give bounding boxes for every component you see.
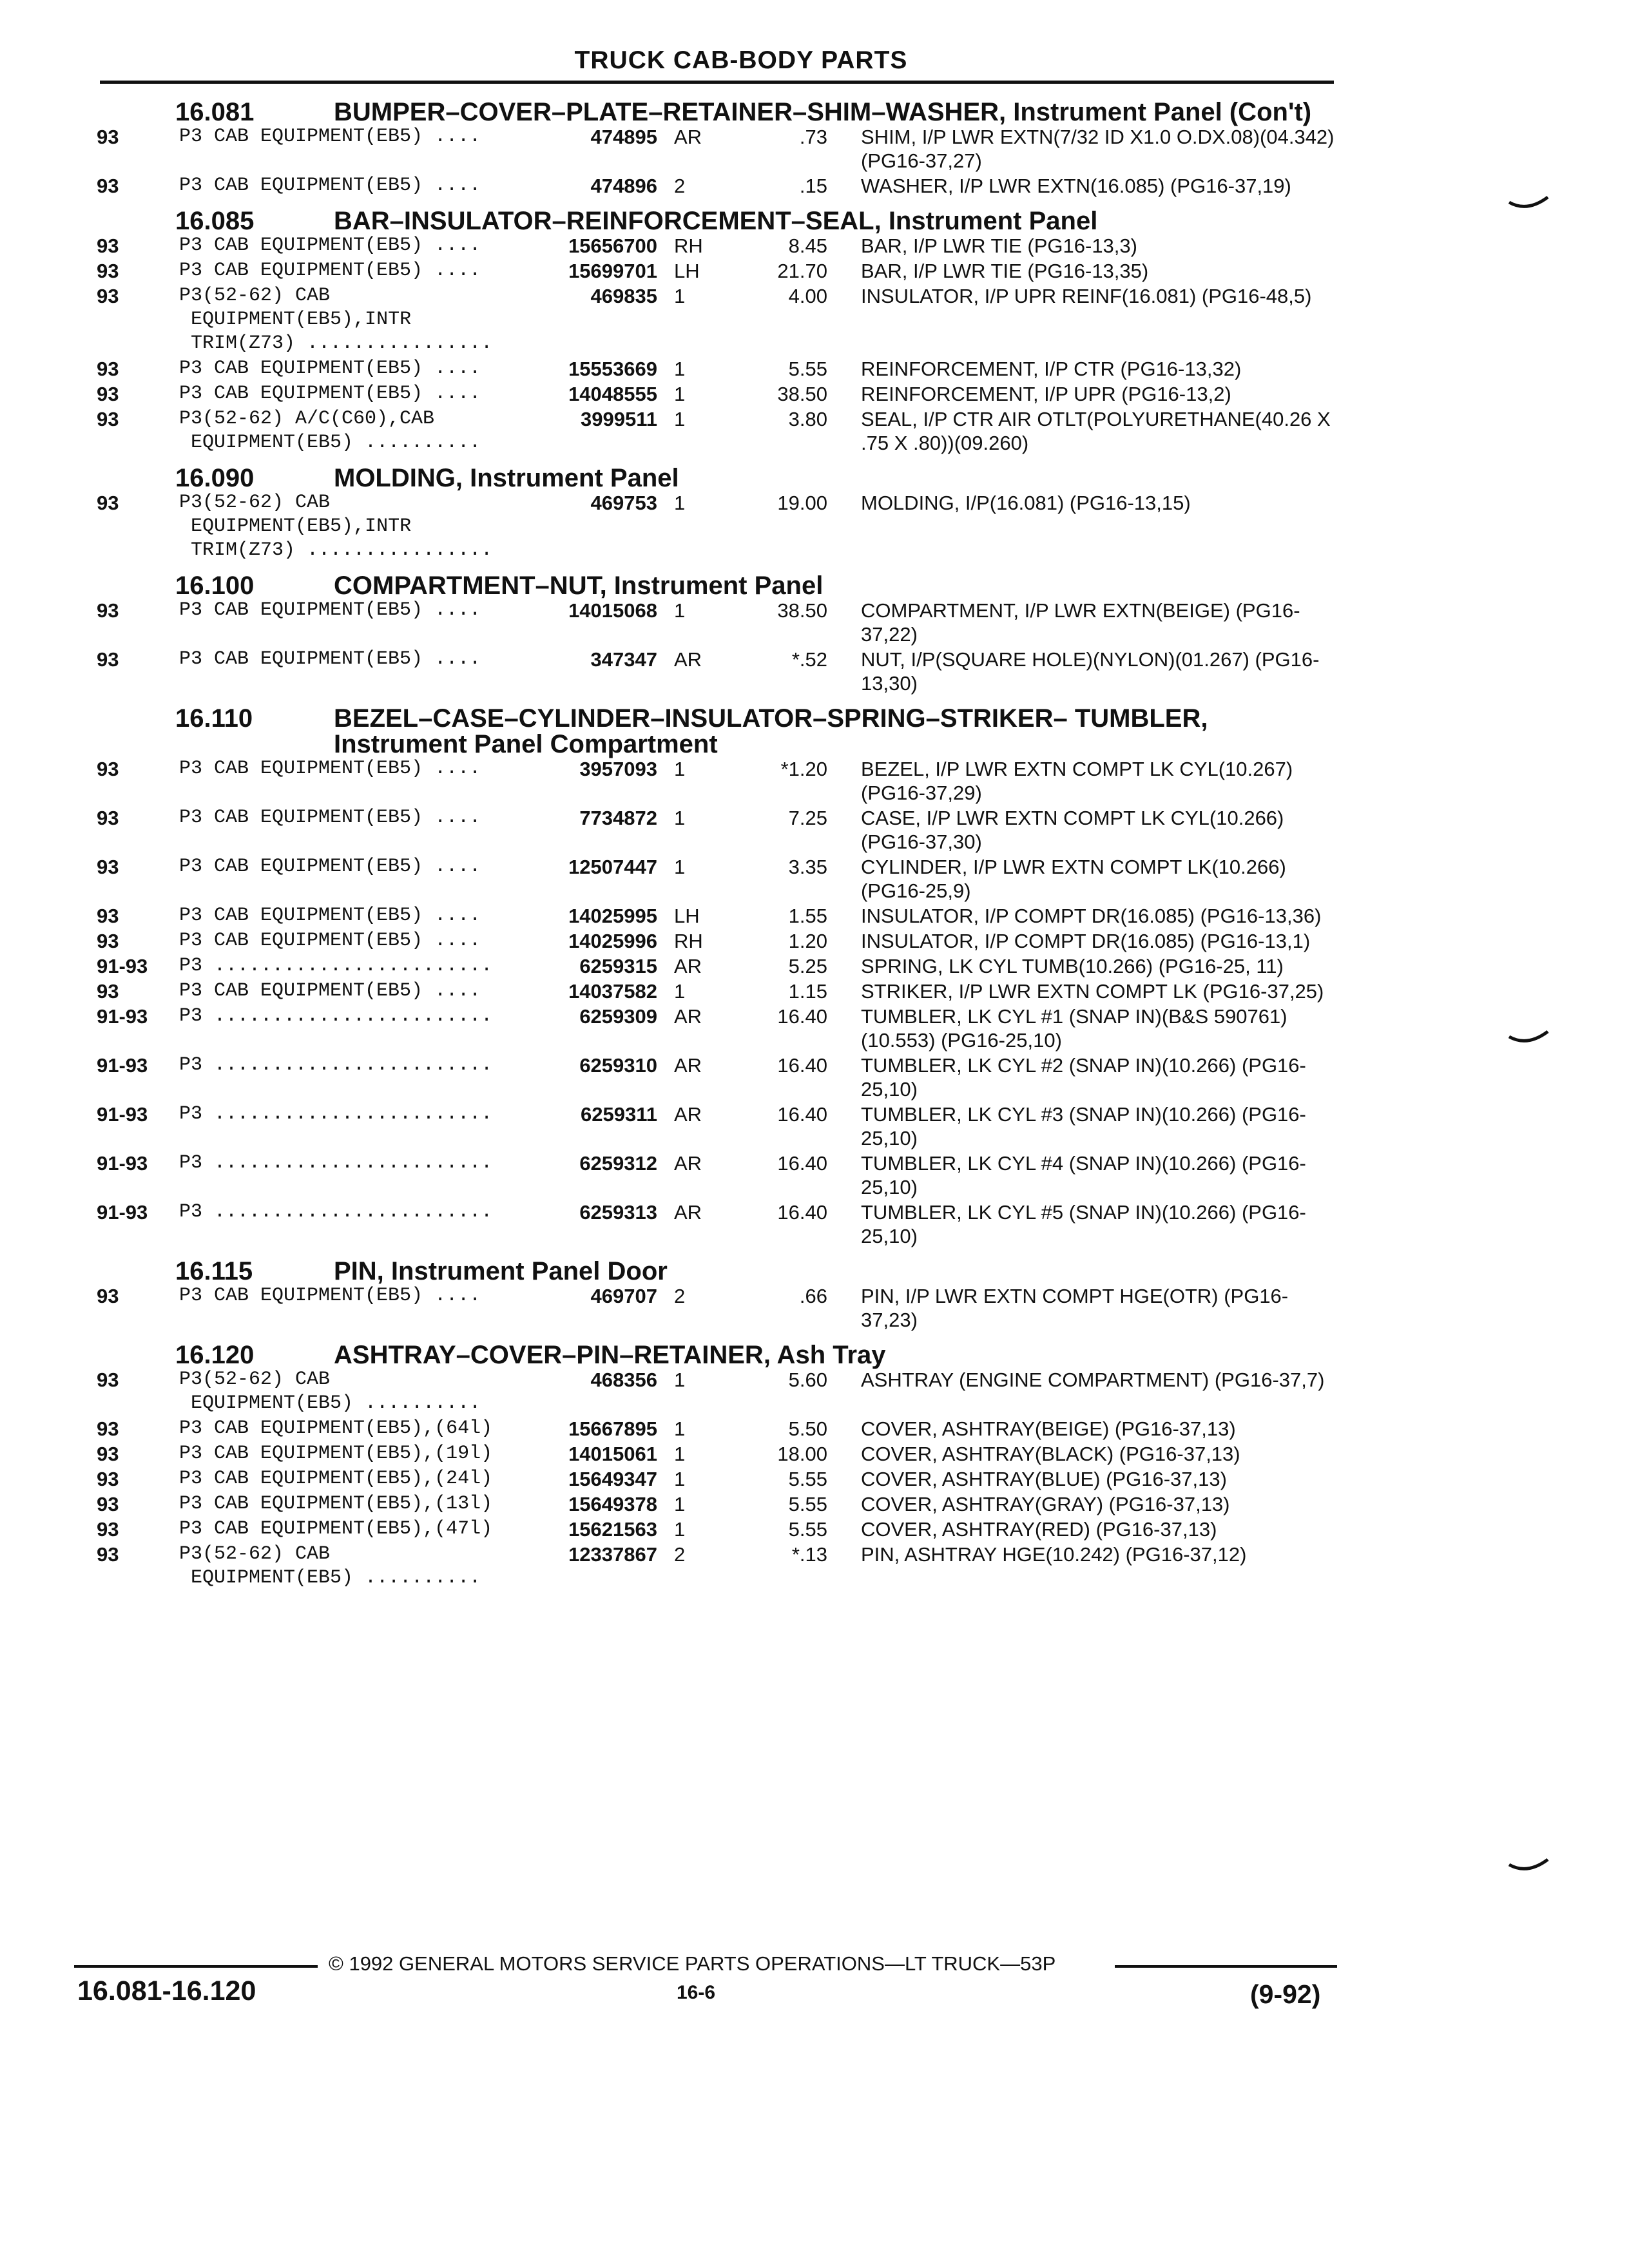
description-text: TUMBLER, LK CYL #4 (SNAP IN)(10.266) (PG16-25,10) ..... <box>861 1151 1338 1199</box>
footer-rule-left <box>74 1965 318 1968</box>
part-entry <box>0 1492 1629 1517</box>
price: *1.20 <box>780 758 827 780</box>
part-number: 7734872 <box>579 807 657 829</box>
part-description <box>861 1467 1338 1491</box>
part-description <box>861 1102 1338 1150</box>
section-heading <box>0 564 1629 599</box>
part-entry <box>0 125 1629 174</box>
price: 38.50 <box>777 383 827 405</box>
quantity: AR <box>674 1054 702 1077</box>
price: *.13 <box>791 1543 827 1566</box>
part-number: 474896 <box>590 175 657 197</box>
part-entry <box>0 1417 1629 1442</box>
description-text: COVER, ASHTRAY(RED) (PG16-37,13) ..... <box>861 1517 1338 1541</box>
part-number: 469753 <box>590 492 657 514</box>
margin-check-mark <box>1508 1028 1549 1047</box>
description-text: COVER, ASHTRAY(BEIGE) (PG16-37,13) ..... <box>861 1417 1338 1441</box>
quantity: 1 <box>674 599 686 622</box>
description-text: COVER, ASHTRAY(BLUE) (PG16-37,13) ..... <box>861 1467 1338 1491</box>
price: 5.60 <box>788 1369 827 1391</box>
part-entry <box>0 1517 1629 1542</box>
model-years: 91-93 <box>97 1201 148 1224</box>
model-years: 93 <box>97 1285 119 1307</box>
quantity: AR <box>674 1152 702 1175</box>
page-footer <box>0 1946 1629 2023</box>
price: 4.00 <box>788 285 827 307</box>
catalog-section <box>0 199 1629 456</box>
description-text: NUT, I/P(SQUARE HOLE)(NYLON)(01.267) (PG16-13,30) ..... <box>861 648 1338 695</box>
quantity: 1 <box>674 1493 686 1515</box>
quantity: 1 <box>674 492 686 514</box>
model-years: 93 <box>97 126 119 148</box>
description-text: TUMBLER, LK CYL #1 (SNAP IN)(B&S 590761)(10.553) (PG16-25,10) ..... <box>861 1004 1338 1052</box>
section-heading <box>0 456 1629 491</box>
price: 5.55 <box>788 358 827 380</box>
part-number: 469707 <box>590 1285 657 1307</box>
part-entry <box>0 407 1629 456</box>
part-number: 3999511 <box>581 408 657 430</box>
price: .66 <box>799 1285 827 1307</box>
catalog-section <box>0 697 1629 1249</box>
description-text: BAR, I/P LWR TIE (PG16-13,35) ..... <box>861 259 1338 283</box>
part-entry <box>0 1368 1629 1417</box>
application: P3 CAB EQUIPMENT(EB5) .... <box>179 126 481 148</box>
application: P3(52-62) A/C(C60),CAB EQUIPMENT(EB5) .......... <box>179 408 481 454</box>
section-heading <box>0 1249 1629 1284</box>
section-title: BAR–INSULATOR–REINFORCEMENT–SEAL, Instrument Panel <box>334 207 1098 235</box>
margin-check-mark <box>1508 1856 1549 1875</box>
revision-date: (9-92) <box>1250 1979 1321 2009</box>
part-number: 14015061 <box>568 1443 657 1465</box>
quantity: 1 <box>674 285 686 307</box>
quantity: 1 <box>674 1418 686 1440</box>
part-entry <box>0 904 1629 929</box>
catalog-section <box>0 1249 1629 1333</box>
description-text: COMPARTMENT, I/P LWR EXTN(BEIGE) (PG16-37,22) ..... <box>861 599 1338 646</box>
part-number: 15667895 <box>568 1418 657 1440</box>
part-entry <box>0 757 1629 806</box>
part-number: 15621563 <box>568 1518 657 1541</box>
section-title: COMPARTMENT–NUT, Instrument Panel <box>334 572 824 600</box>
application: P3 CAB EQUIPMENT(EB5),(24l) <box>179 1468 493 1490</box>
model-years: 93 <box>97 758 119 780</box>
description-text: COVER, ASHTRAY(GRAY) (PG16-37,13) ..... <box>861 1492 1338 1516</box>
header-rule <box>100 81 1334 84</box>
part-description <box>861 125 1338 173</box>
price: 16.40 <box>777 1201 827 1224</box>
part-number: 12507447 <box>568 856 657 878</box>
part-description <box>861 259 1338 283</box>
price: 5.55 <box>788 1518 827 1541</box>
part-entry <box>0 599 1629 648</box>
application: P3 CAB EQUIPMENT(EB5) .... <box>179 1285 481 1307</box>
part-description <box>861 954 1338 978</box>
part-entry <box>0 491 1629 564</box>
part-number: 6259310 <box>579 1054 657 1077</box>
price: 19.00 <box>777 492 827 514</box>
model-years: 93 <box>97 905 119 927</box>
price: 1.15 <box>788 980 827 1003</box>
section-number: 16.120 <box>175 1341 255 1369</box>
part-entry <box>0 1102 1629 1151</box>
model-years: 93 <box>97 175 119 197</box>
copyright-notice: © 1992 GENERAL MOTORS SERVICE PARTS OPERATIONS—LT TRUCK—53P <box>329 1952 1056 1975</box>
model-years: 93 <box>97 383 119 405</box>
part-description <box>861 1517 1338 1541</box>
model-years: 91-93 <box>97 1103 148 1126</box>
part-entry <box>0 855 1629 904</box>
application: P3 ........................ <box>179 1103 493 1125</box>
application: P3 CAB EQUIPMENT(EB5) .... <box>179 235 481 256</box>
part-number: 15699701 <box>568 260 657 282</box>
quantity: AR <box>674 648 702 671</box>
part-description <box>861 1284 1338 1332</box>
application: P3 CAB EQUIPMENT(EB5) .... <box>179 856 481 878</box>
price: *.52 <box>791 648 827 671</box>
part-number: 6259312 <box>579 1152 657 1175</box>
part-description <box>861 648 1338 695</box>
application: P3 CAB EQUIPMENT(EB5) .... <box>179 758 481 780</box>
application: P3 CAB EQUIPMENT(EB5) .... <box>179 807 481 829</box>
part-description <box>861 1442 1338 1466</box>
quantity: AR <box>674 1201 702 1224</box>
description-text: STRIKER, I/P LWR EXTN COMPT LK (PG16-37,25) ..... <box>861 979 1338 1003</box>
part-description <box>861 382 1338 406</box>
margin-check-mark <box>1508 193 1549 213</box>
model-years: 93 <box>97 856 119 878</box>
model-years: 93 <box>97 599 119 622</box>
catalog-section <box>0 456 1629 564</box>
part-number: 469835 <box>590 285 657 307</box>
part-number: 15553669 <box>568 358 657 380</box>
price: 1.20 <box>788 930 827 952</box>
model-years: 91-93 <box>97 1005 148 1028</box>
part-number: 15649378 <box>568 1493 657 1515</box>
description-text: REINFORCEMENT, I/P CTR (PG16-13,32) ..... <box>861 357 1338 381</box>
application: P3 CAB EQUIPMENT(EB5) .... <box>179 930 481 952</box>
price: 16.40 <box>777 1103 827 1126</box>
part-number: 15649347 <box>568 1468 657 1490</box>
part-entry <box>0 284 1629 357</box>
price: 8.45 <box>788 235 827 257</box>
part-number: 14015068 <box>568 599 657 622</box>
section-number: 16.090 <box>175 464 255 492</box>
model-years: 93 <box>97 807 119 829</box>
part-entry <box>0 979 1629 1004</box>
model-years: 93 <box>97 260 119 282</box>
model-years: 93 <box>97 1468 119 1490</box>
catalog-section <box>0 90 1629 199</box>
application: P3 CAB EQUIPMENT(EB5) .... <box>179 358 481 380</box>
application: P3 CAB EQUIPMENT(EB5),(13l) <box>179 1493 493 1515</box>
part-number: 14025995 <box>568 905 657 927</box>
quantity: 1 <box>674 1369 686 1391</box>
quantity: AR <box>674 1005 702 1028</box>
catalog-section <box>0 564 1629 697</box>
part-entry <box>0 357 1629 382</box>
application: P3 ........................ <box>179 1005 493 1027</box>
model-years: 93 <box>97 1369 119 1391</box>
description-text: BEZEL, I/P LWR EXTN COMPT LK CYL(10.267) (PG16-37,29) ..... <box>861 757 1338 805</box>
part-entry <box>0 259 1629 284</box>
price: 18.00 <box>777 1443 827 1465</box>
section-range: 16.081-16.120 <box>77 1975 256 2006</box>
quantity: 1 <box>674 408 686 430</box>
model-years: 91-93 <box>97 955 148 977</box>
part-entry <box>0 1151 1629 1200</box>
application: P3 CAB EQUIPMENT(EB5) .... <box>179 648 481 670</box>
description-text: WASHER, I/P LWR EXTN(16.085) (PG16-37,19) ..... <box>861 174 1338 198</box>
part-description <box>861 1492 1338 1516</box>
price: .15 <box>799 175 827 197</box>
description-text: CASE, I/P LWR EXTN COMPT LK CYL(10.266) (PG16-37,30) ..... <box>861 806 1338 854</box>
quantity: AR <box>674 1103 702 1126</box>
part-entry <box>0 1467 1629 1492</box>
model-years: 93 <box>97 1418 119 1440</box>
quantity: RH <box>674 930 703 952</box>
quantity: 1 <box>674 358 686 380</box>
part-description <box>861 357 1338 381</box>
section-title: BUMPER–COVER–PLATE–RETAINER–SHIM–WASHER, Instrument Panel (Con't) <box>334 98 1312 126</box>
model-years: 93 <box>97 1543 119 1566</box>
parts-catalog-content <box>0 90 1629 1591</box>
application: P3 CAB EQUIPMENT(EB5) .... <box>179 980 481 1002</box>
part-description <box>861 1417 1338 1441</box>
description-text: INSULATOR, I/P COMPT DR(16.085) (PG16-13,1) ..... <box>861 929 1338 953</box>
description-text: MOLDING, I/P(16.081) (PG16-13,15) ..... <box>861 491 1338 515</box>
price: 16.40 <box>777 1152 827 1175</box>
section-title: MOLDING, Instrument Panel <box>334 464 679 492</box>
description-text: SEAL, I/P CTR AIR OTLT(POLYURETHANE(40.26 X .75 X .80))(09.260) ..... <box>861 407 1338 455</box>
quantity: 1 <box>674 1468 686 1490</box>
description-text: PIN, I/P LWR EXTN COMPT HGE(OTR) (PG16-37,23) ..... <box>861 1284 1338 1332</box>
quantity: 1 <box>674 807 686 829</box>
model-years: 91-93 <box>97 1054 148 1077</box>
model-years: 91-93 <box>97 1152 148 1175</box>
page-title: TRUCK CAB-BODY PARTS <box>574 46 908 74</box>
part-entry <box>0 1284 1629 1333</box>
price: 5.55 <box>788 1468 827 1490</box>
description-text: REINFORCEMENT, I/P UPR (PG16-13,2) ..... <box>861 382 1338 406</box>
part-entry <box>0 1442 1629 1467</box>
model-years: 93 <box>97 358 119 380</box>
description-text: CYLINDER, I/P LWR EXTN COMPT LK(10.266) (PG16-25,9) ..... <box>861 855 1338 903</box>
application: P3 ........................ <box>179 1054 493 1076</box>
section-number: 16.115 <box>175 1257 253 1285</box>
description-text: BAR, I/P LWR TIE (PG16-13,3) ..... <box>861 234 1338 258</box>
quantity: 1 <box>674 383 686 405</box>
section-number: 16.100 <box>175 572 255 600</box>
catalog-section <box>0 1333 1629 1591</box>
price: 16.40 <box>777 1005 827 1028</box>
part-entry <box>0 929 1629 954</box>
section-number: 16.081 <box>175 98 255 126</box>
part-description <box>861 757 1338 805</box>
part-number: 6259313 <box>579 1201 657 1224</box>
part-number: 3957093 <box>579 758 657 780</box>
page-number: 16-6 <box>677 1982 716 2003</box>
part-description <box>861 491 1338 515</box>
part-description <box>861 806 1338 854</box>
quantity: 1 <box>674 758 686 780</box>
part-entry <box>0 648 1629 697</box>
part-description <box>861 284 1338 308</box>
section-heading <box>0 90 1629 125</box>
description-text: PIN, ASHTRAY HGE(10.242) (PG16-37,12) ..... <box>861 1542 1338 1566</box>
application: P3 CAB EQUIPMENT(EB5) .... <box>179 175 481 197</box>
quantity: LH <box>674 905 700 927</box>
part-description <box>861 234 1338 258</box>
section-number: 16.085 <box>175 207 255 235</box>
part-entry <box>0 382 1629 407</box>
model-years: 93 <box>97 1518 119 1541</box>
part-description <box>861 174 1338 198</box>
application: P3 CAB EQUIPMENT(EB5) .... <box>179 260 481 282</box>
part-entry <box>0 806 1629 855</box>
section-title: ASHTRAY–COVER–PIN–RETAINER, Ash Tray <box>334 1341 886 1369</box>
application: P3 ........................ <box>179 955 493 977</box>
quantity: 1 <box>674 1518 686 1541</box>
part-number: 14048555 <box>568 383 657 405</box>
section-heading <box>0 697 1629 757</box>
application: P3 ........................ <box>179 1201 493 1223</box>
model-years: 93 <box>97 1493 119 1515</box>
part-entry <box>0 174 1629 199</box>
quantity: 1 <box>674 980 686 1003</box>
model-years: 93 <box>97 235 119 257</box>
part-number: 14037582 <box>568 980 657 1003</box>
part-description <box>861 979 1338 1003</box>
section-heading <box>0 1333 1629 1368</box>
part-number: 12337867 <box>568 1543 657 1566</box>
part-description <box>861 1004 1338 1052</box>
price: 16.40 <box>777 1054 827 1077</box>
model-years: 93 <box>97 492 119 514</box>
model-years: 93 <box>97 648 119 671</box>
application: P3 CAB EQUIPMENT(EB5),(47l) <box>179 1518 493 1540</box>
part-description <box>861 1368 1338 1392</box>
part-description <box>861 1151 1338 1199</box>
application: P3(52-62) CAB EQUIPMENT(EB5),INTR TRIM(Z73) ................ <box>179 492 493 561</box>
quantity: 2 <box>674 175 686 197</box>
section-title: BEZEL–CASE–CYLINDER–INSULATOR–SPRING–STRIKER– TUMBLER, Instrument Panel Compartment <box>334 704 1208 758</box>
quantity: LH <box>674 260 700 282</box>
section-number: 16.110 <box>175 704 253 733</box>
model-years: 93 <box>97 980 119 1003</box>
description-text: TUMBLER, LK CYL #3 (SNAP IN)(10.266) (PG16-25,10) ..... <box>861 1102 1338 1150</box>
application: P3 CAB EQUIPMENT(EB5) .... <box>179 905 481 927</box>
application: P3 CAB EQUIPMENT(EB5) .... <box>179 383 481 405</box>
part-description <box>861 1542 1338 1566</box>
part-number: 474895 <box>590 126 657 148</box>
model-years: 93 <box>97 1443 119 1465</box>
part-entry <box>0 1053 1629 1102</box>
part-description <box>861 1053 1338 1101</box>
price: 5.25 <box>788 955 827 977</box>
quantity: 1 <box>674 856 686 878</box>
price: 7.25 <box>788 807 827 829</box>
quantity: 2 <box>674 1285 686 1307</box>
part-number: 6259311 <box>581 1103 657 1126</box>
description-text: SPRING, LK CYL TUMB(10.266) (PG16-25, 11) ..... <box>861 954 1338 978</box>
part-number: 468356 <box>590 1369 657 1391</box>
part-number: 6259309 <box>579 1005 657 1028</box>
description-text: ASHTRAY (ENGINE COMPARTMENT) (PG16-37,7) ..... <box>861 1368 1338 1392</box>
application: P3(52-62) CAB EQUIPMENT(EB5) .......... <box>179 1369 481 1414</box>
application: P3(52-62) CAB EQUIPMENT(EB5),INTR TRIM(Z73) ................ <box>179 285 493 354</box>
price: 5.55 <box>788 1493 827 1515</box>
price: 1.55 <box>788 905 827 927</box>
quantity: AR <box>674 126 702 148</box>
price: 3.80 <box>788 408 827 430</box>
application: P3 CAB EQUIPMENT(EB5) .... <box>179 599 481 621</box>
description-text: COVER, ASHTRAY(BLACK) (PG16-37,13) ..... <box>861 1442 1338 1466</box>
section-title: PIN, Instrument Panel Door <box>334 1257 668 1285</box>
page-header <box>0 0 1629 87</box>
model-years: 93 <box>97 408 119 430</box>
description-text: TUMBLER, LK CYL #2 (SNAP IN)(10.266) (PG16-25,10) ..... <box>861 1053 1338 1101</box>
description-text: INSULATOR, I/P COMPT DR(16.085) (PG16-13,36) ..... <box>861 904 1338 928</box>
price: 3.35 <box>788 856 827 878</box>
quantity: RH <box>674 235 703 257</box>
application: P3 ........................ <box>179 1152 493 1174</box>
description-text: SHIM, I/P LWR EXTN(7/32 ID X1.0 O.DX.08)(04.342) (PG16-37,27) ..... <box>861 125 1338 173</box>
description-text: INSULATOR, I/P UPR REINF(16.081) (PG16-48,5) ..... <box>861 284 1338 308</box>
application: P3(52-62) CAB EQUIPMENT(EB5) .......... <box>179 1543 481 1589</box>
part-entry <box>0 1004 1629 1053</box>
price: .73 <box>799 126 827 148</box>
model-years: 93 <box>97 930 119 952</box>
price: 5.50 <box>788 1418 827 1440</box>
part-entry <box>0 1542 1629 1591</box>
price: 38.50 <box>777 599 827 622</box>
section-heading <box>0 199 1629 234</box>
part-number: 6259315 <box>579 955 657 977</box>
part-description <box>861 904 1338 928</box>
part-description <box>861 407 1338 455</box>
part-description <box>861 929 1338 953</box>
model-years: 93 <box>97 285 119 307</box>
quantity: 1 <box>674 1443 686 1465</box>
part-description <box>861 599 1338 646</box>
footer-rule-right <box>1115 1965 1337 1968</box>
description-text: TUMBLER, LK CYL #5 (SNAP IN)(10.266) (PG16-25,10) ..... <box>861 1200 1338 1248</box>
part-number: 347347 <box>590 648 657 671</box>
quantity: 2 <box>674 1543 686 1566</box>
part-entry <box>0 954 1629 979</box>
quantity: AR <box>674 955 702 977</box>
part-entry <box>0 1200 1629 1249</box>
part-description <box>861 1200 1338 1248</box>
application: P3 CAB EQUIPMENT(EB5),(19l) <box>179 1443 493 1465</box>
price: 21.70 <box>777 260 827 282</box>
part-entry <box>0 234 1629 259</box>
part-number: 15656700 <box>568 235 657 257</box>
part-description <box>861 855 1338 903</box>
part-number: 14025996 <box>568 930 657 952</box>
application: P3 CAB EQUIPMENT(EB5),(64l) <box>179 1418 493 1439</box>
